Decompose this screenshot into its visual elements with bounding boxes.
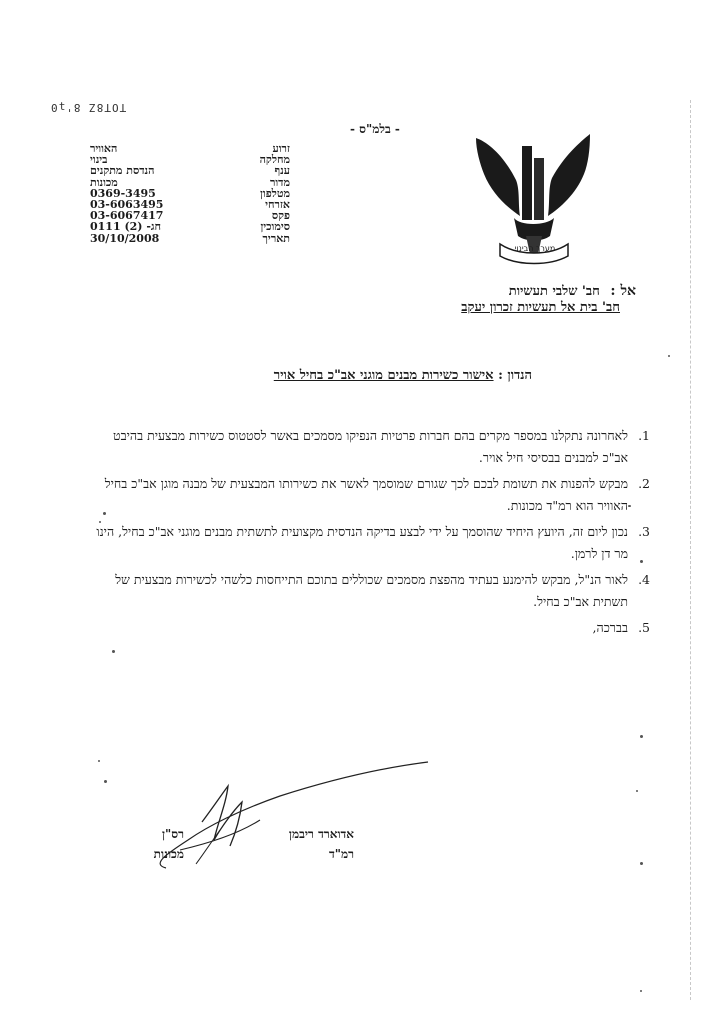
scan-speck [112, 650, 115, 653]
body-paragraph [90, 617, 650, 639]
scan-speck [640, 735, 643, 738]
subject-text: אישור כשירות מבנים מוגני אב"כ בחיל אויר [273, 368, 494, 383]
paragraph-text: לאור הנ"ל, מבקש להימנע בעתיד מהפצת מסמכים שכוללים בתוכם התייחסות כלשהי לכשירות מבצעית של תשתית אב"כ בחיל. [115, 572, 628, 609]
addressee-block [276, 283, 636, 316]
info-label: מחלקה [259, 153, 290, 167]
info-row [90, 165, 290, 176]
info-value: 0369-3495 [90, 186, 156, 200]
signatory-dept: מכונות [153, 847, 184, 861]
body-paragraph [90, 425, 650, 468]
info-label: מטלפון [260, 186, 290, 200]
paragraph-number: 5. [638, 620, 650, 635]
info-label: תאריך [262, 231, 290, 245]
body-paragraph [90, 473, 650, 516]
signatory-title: רמ"ד [328, 847, 354, 861]
paragraph-number: 4. [638, 572, 650, 587]
info-label: מדור [269, 175, 290, 189]
paragraph-number: 3. [638, 524, 650, 539]
emblem-ribbon-text: מערך הבינוי [514, 244, 556, 253]
info-label: אזרחי [265, 197, 290, 211]
scan-speck [640, 990, 642, 992]
info-label: סימוכין [260, 220, 290, 234]
paragraph-number: 2. [638, 476, 650, 491]
subject-label: הנדון : [498, 368, 532, 383]
scan-speck [640, 560, 643, 563]
classification-mark: - בלמ"ס - [350, 122, 400, 136]
info-value: האוויר [90, 142, 118, 155]
info-value: מכונות [90, 175, 118, 189]
subject-line [274, 367, 532, 383]
addressee-line-2: חב' בית אל תעשיות זכרון יעקב [461, 300, 620, 315]
info-value: 30/10/2008 [90, 231, 160, 245]
info-value: 03-6067417 [90, 209, 164, 223]
scan-speck [628, 505, 631, 507]
page-edge-line [690, 100, 695, 1000]
emblem-logo [470, 128, 596, 268]
paragraph-number: 1. [638, 428, 650, 443]
scan-speck [103, 512, 106, 515]
body-paragraph [90, 521, 650, 564]
info-value: הנדסת מתקנים [90, 164, 155, 178]
scan-speck [640, 862, 643, 865]
info-row [90, 233, 290, 244]
paragraph-text: נכון ליום זה, היועץ היחיד שהוסמך על ידי לבצע בדיקה הנדסית מקצועית לתשתית מבנים מוגני אב"כ בחיל, הינו מר דן לרמן. [96, 524, 628, 561]
info-label: פקס [271, 209, 290, 223]
addressee-line-1: חב' שלבי תעשיות [508, 284, 600, 299]
scan-speck [636, 790, 638, 792]
info-value: בינוי [90, 153, 108, 167]
info-label: ענף [274, 164, 290, 178]
scan-speck [99, 521, 101, 523]
info-row [90, 221, 290, 232]
scan-speck [668, 355, 670, 357]
addressee-label: אל : [610, 283, 636, 299]
signatory-name: אדוארד ריבמן [288, 827, 354, 841]
info-value: 0111 (2) -חג [90, 220, 162, 234]
paragraph-text: לאחרונה נתקלנו במספר מקרים בהם חברות פרטיות הנפיקו מסמכים באשר לסטטוס כשירות מבצעית בהיבט אב"כ למבנים בבסיסי חיל אויר. [113, 428, 628, 465]
info-label: זרוע [272, 142, 290, 155]
body-list [90, 425, 650, 644]
signatory-name-block [262, 824, 354, 864]
info-value: 03-6063495 [90, 197, 164, 211]
paragraph-text: מבקש להפנות את תשומת לבכם לכך שגורם שמוסמך לאשר את כשירותו המבצעית של מבנה מוגן אב"כ בחיל האוויר הוא רמ"ד מכונות. [104, 476, 628, 513]
body-paragraph [90, 569, 650, 612]
signatory-rank-block [100, 824, 184, 864]
fax-header: TOT8Z 8'ʇ0 [50, 101, 127, 114]
paragraph-text: בברכה, [592, 620, 628, 635]
scan-speck [98, 760, 100, 762]
signatory-rank: רס"ן [161, 827, 184, 841]
scan-speck [104, 780, 107, 783]
sender-info-block [90, 143, 290, 244]
